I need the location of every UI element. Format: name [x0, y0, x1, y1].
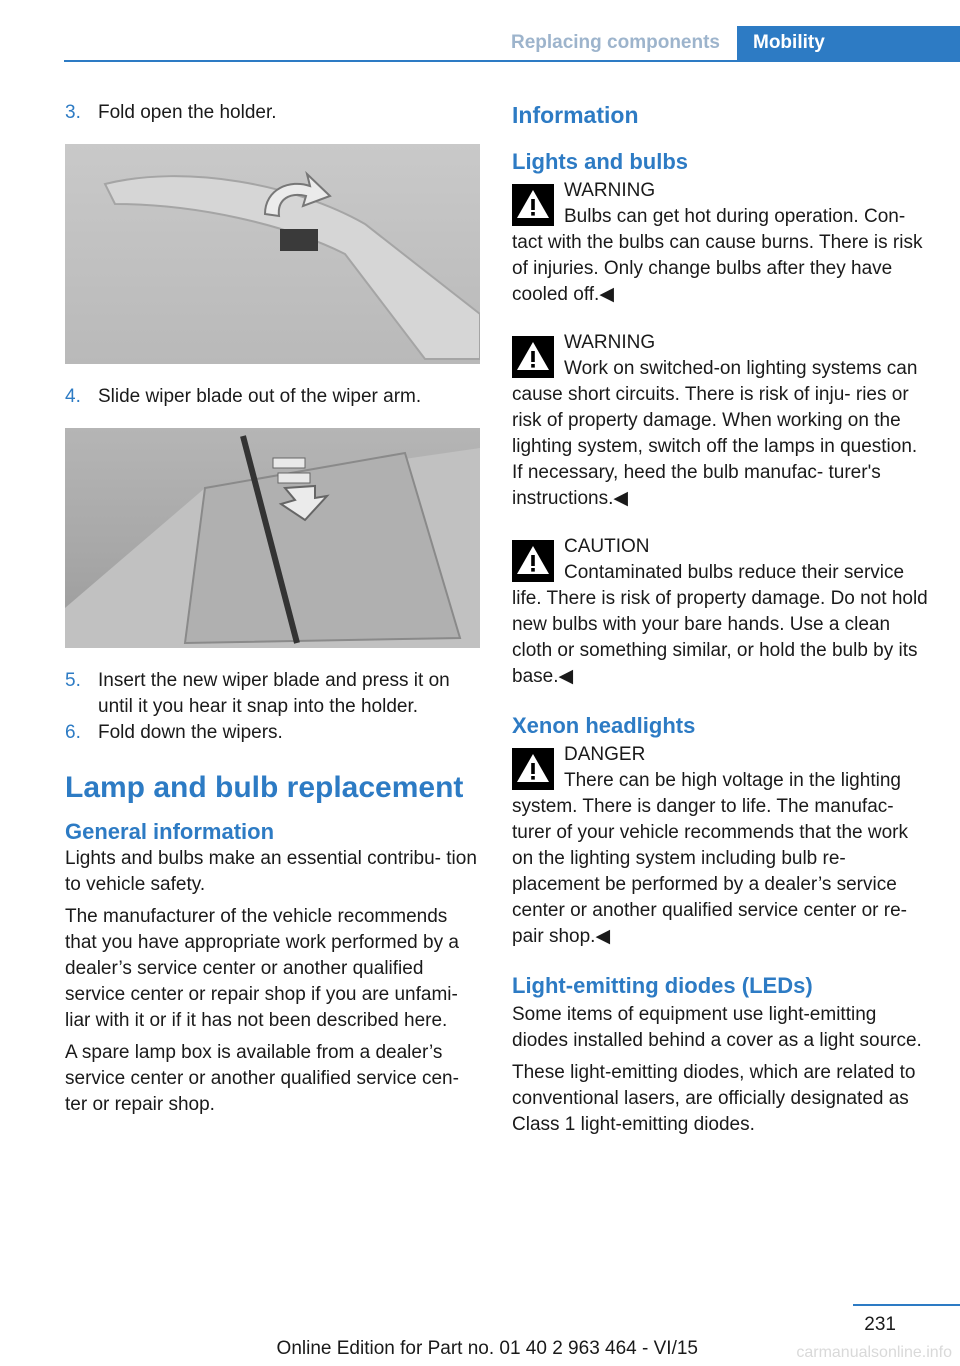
- danger-notice: [512, 742, 928, 950]
- step-number: 3.: [65, 102, 81, 123]
- warning-kind: WARNING: [564, 332, 656, 353]
- paragraph: A spare lamp box is available from a dealer’s service center or another qualified service cen‐ ter or repair shop.: [65, 1042, 459, 1115]
- step-text: Fold down the wipers.: [98, 722, 283, 743]
- warning-notice: [512, 178, 928, 308]
- subsection-heading: Light-emitting diodes (LEDs): [512, 973, 813, 998]
- step-item: [65, 384, 480, 410]
- warning-notice: [512, 330, 928, 512]
- header-rule: [64, 60, 960, 62]
- subsection-heading: Xenon headlights: [512, 713, 696, 738]
- page-header: [0, 26, 960, 62]
- watermark: carmanualsonline.info: [796, 1344, 952, 1361]
- wiper-blade-drawing: [65, 428, 480, 648]
- paragraph: Some items of equipment use light-emitting diodes installed behind a cover as a light source.: [512, 1004, 922, 1051]
- step-text: Slide wiper blade out of the wiper arm.: [98, 386, 422, 407]
- paragraph: Lights and bulbs make an essential contribu‐ tion to vehicle safety.: [65, 848, 477, 895]
- warning-text: Work on switched-on lighting systems can cause short circuits. There is risk of inju‐ ries or risk of property damage. When working on the lighting system, switch off the lamps in question. If necessary, heed the bulb manufac‐ turer's instructions.◀: [512, 358, 918, 509]
- section-heading: Lamp and bulb replacement: [65, 771, 464, 804]
- wiper-blade-illustration: [65, 428, 480, 648]
- paragraph: These light-emitting diodes, which are related to conventional lasers, are officially designated as Class 1 light-emitting diodes.: [512, 1062, 916, 1135]
- step-item: [65, 668, 480, 720]
- information-title: Information: [512, 102, 639, 128]
- step-list-b: [65, 384, 480, 410]
- step-text: Insert the new wiper blade and press it on until it you hear it snap into the holder.: [98, 670, 450, 717]
- header-section-title: Replacing components: [510, 32, 720, 53]
- warning-kind: DANGER: [564, 744, 646, 765]
- warning-text: Contaminated bulbs reduce their service life. There is risk of property damage. Do not hold new bulbs with your bare hands. Use a clean cloth or something similar, or hold the bulb by its base.◀: [512, 562, 928, 687]
- paragraph: The manufacturer of the vehicle recommends that you have appropriate work performed by a dealer’s service center or another qualified service center or repair shop if you are unfami‐ liar with it or if it has not been described here.: [65, 906, 459, 1031]
- step-item: [65, 100, 480, 126]
- header-chapter-tab: Mobility: [737, 26, 960, 60]
- warning-triangle-icon: [512, 748, 554, 790]
- footer-rule: [853, 1304, 960, 1306]
- warning-triangle-icon: [512, 184, 554, 226]
- warning-triangle-icon: [512, 336, 554, 378]
- subsection-heading: General information: [65, 819, 275, 844]
- warning-triangle-icon: [512, 540, 554, 582]
- step-number: 6.: [65, 722, 81, 743]
- edition-note: Online Edition for Part no. 01 40 2 963 464 - VI/15: [276, 1338, 698, 1359]
- step-text: Fold open the holder.: [98, 102, 277, 123]
- warning-kind: CAUTION: [564, 536, 650, 557]
- page-number: 231: [864, 1314, 896, 1335]
- step-number: 4.: [65, 386, 81, 407]
- step-item: [65, 720, 480, 746]
- warning-text: There can be high voltage in the lighting system. There is danger to life. The manufac‐ turer of your vehicle recommends that the work on the lighting system including bulb re‐ placement be performed by a dealer’s service center or another qualified service center or re‐ pair shop.◀: [512, 770, 909, 947]
- warning-text: Bulbs can get hot during operation. Con‐ tact with the bulbs can cause burns. There is risk of injuries. Only change bulbs after they have cooled off.◀: [512, 206, 923, 305]
- step-number: 5.: [65, 670, 81, 691]
- subsection-heading: Lights and bulbs: [512, 149, 688, 174]
- left-column: [65, 100, 480, 1124]
- wiper-holder-illustration: [65, 144, 480, 364]
- wiper-holder-drawing: [65, 144, 480, 364]
- right-column: [512, 100, 928, 1144]
- step-list-a: [65, 100, 480, 126]
- step-list-c: [65, 668, 480, 746]
- warning-kind: WARNING: [564, 180, 656, 201]
- caution-notice: [512, 534, 928, 690]
